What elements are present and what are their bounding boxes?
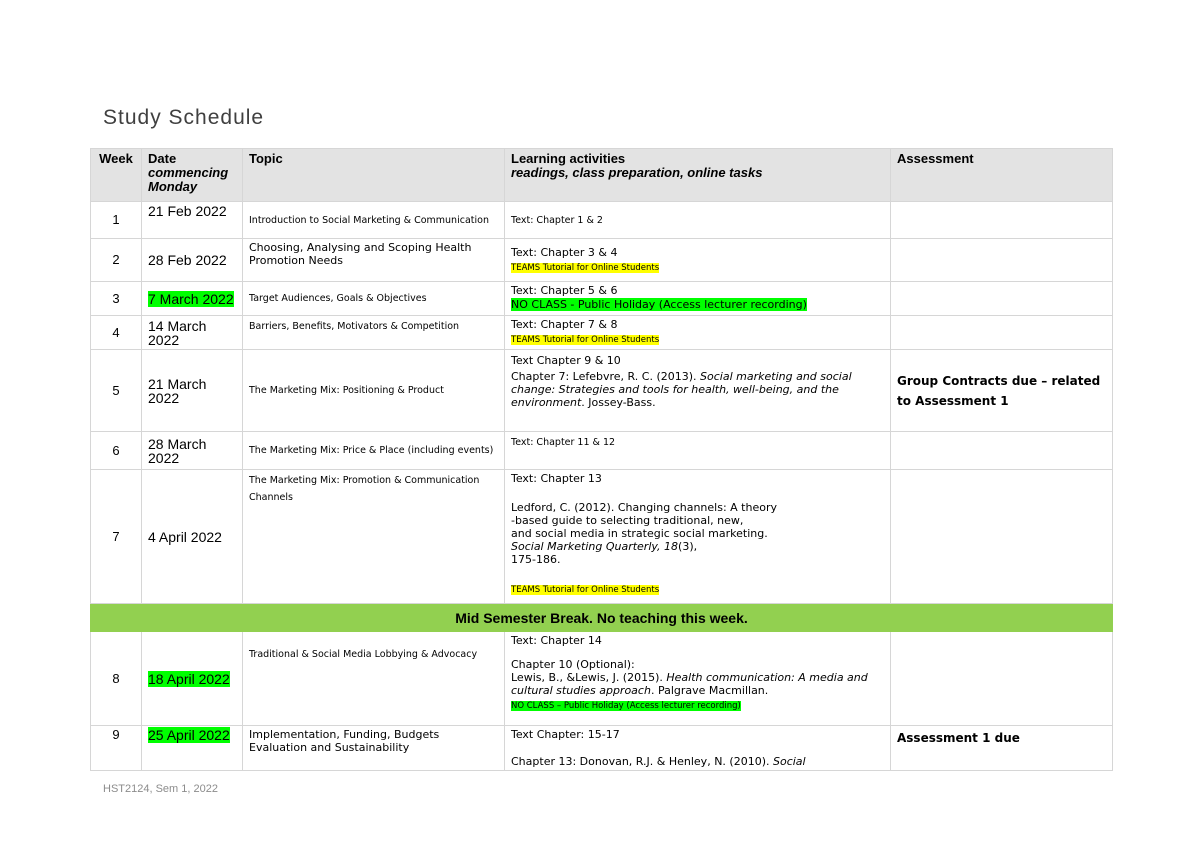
table-row: 2 28 Feb 2022 Choosing, Analysing and Scoping Health Promotion Needs Text: Chapter 3 & 4 TEAMS Tutorial for Online Students [91, 239, 1113, 282]
page-footer: HST2124, Sem 1, 2022 [103, 783, 218, 795]
page-title: Study Schedule [103, 106, 265, 129]
table-row: 5 21 March 2022 The Marketing Mix: Positioning & Product Text Chapter 9 & 10 Chapter 7: Lefebvre, R. C. (2013). Social marketing and social change: Strategies and tools for health, well-being, and the environment. Jossey-Bass. Group Contracts due – related to Assessment 1 [91, 350, 1113, 432]
header-row [91, 149, 1113, 202]
header-topic: Topic [243, 149, 505, 202]
assessment-label: Assessment 1 due [897, 731, 1020, 745]
header-activities: Learning activities readings, class preparation, online tasks [505, 149, 891, 202]
header-week: Week [91, 149, 142, 202]
table-row: 6 28 March 2022 The Marketing Mix: Price & Place (including events) Text: Chapter 11 & 12 [91, 432, 1113, 470]
header-assessment: Assessment [891, 149, 1113, 202]
mid-semester-break-row: Mid Semester Break. No teaching this week. [91, 604, 1113, 632]
assessment-label: Group Contracts due – related to Assessment 1 [897, 373, 1101, 408]
table-row: 1 21 Feb 2022 Introduction to Social Marketing & Communication Text: Chapter 1 & 2 [91, 202, 1113, 239]
table-row: 7 4 April 2022 The Marketing Mix: Promotion & Communication Channels Text: Chapter 13 Ledford, C. (2012). Changing channels: A theory -based guide to selecting traditional, new, and social media in strategic social marketing. Social Marketing Quarterly, 18(3), 175-186. TEAMS Tutorial for Online Students [91, 470, 1113, 604]
table-row: 3 7 March 2022 Target Audiences, Goals & Objectives Text: Chapter 5 & 6 NO CLASS - Public Holiday (Access lecturer recording) [91, 282, 1113, 316]
table-row: 4 14 March 2022 Barriers, Benefits, Motivators & Competition Text: Chapter 7 & 8 TEAMS Tutorial for Online Students [91, 316, 1113, 350]
schedule-table [90, 148, 1113, 771]
table-row: 8 18 April 2022 Traditional & Social Media Lobbying & Advocacy Text: Chapter 14 Chapter 10 (Optional): Lewis, B., &Lewis, J. (2015). Health communication: A media and cultural studies approach. Palgrave Macmillan. NO CLASS – Public Holiday (Access lecturer recording) [91, 632, 1113, 726]
table-row: 9 25 April 2022 Implementation, Funding, Budgets Evaluation and Sustainability Text Chapter: 15-17 Chapter 13: Donovan, R.J. & Henley, N. (2010). Social Assessment 1 due [91, 726, 1113, 771]
header-date: Date commencing Monday [142, 149, 243, 202]
